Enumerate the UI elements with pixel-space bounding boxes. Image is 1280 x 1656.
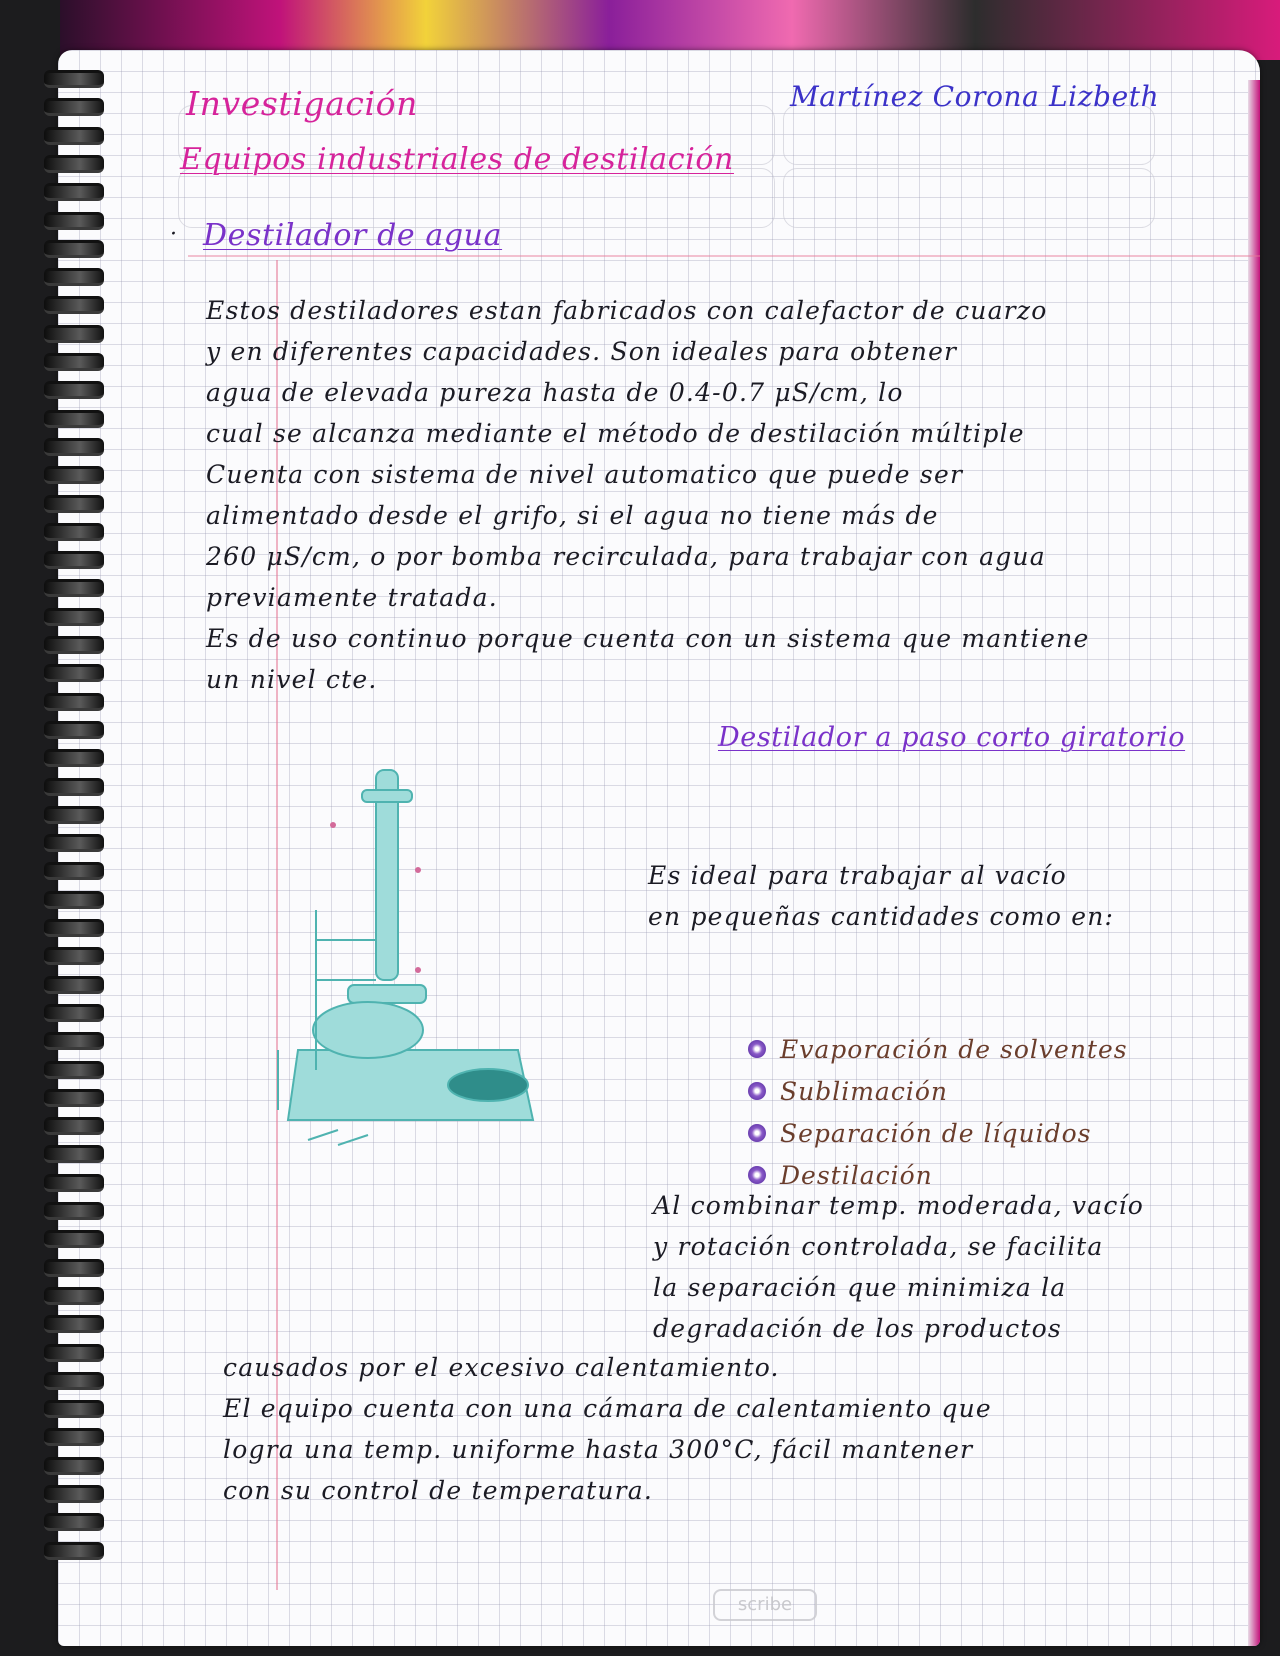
spiral-coil [44, 325, 104, 343]
spiral-coil [44, 551, 104, 569]
spiral-coil [44, 1513, 104, 1531]
spiral-coil [44, 778, 104, 796]
page-edge [1248, 80, 1260, 1646]
spiral-coil [44, 806, 104, 824]
spiral-coil [44, 466, 104, 484]
condenser-cap [362, 790, 412, 802]
section2-title: Destilador a paso corto giratorio [718, 722, 1186, 753]
section1-body: Estos destiladores estan fabricados con calefactor de cuarzo y en diferentes capacidades. Son ideales para obtener agua de elevada pureza hasta de 0.4-0.7 μS/cm, lo cual se alcanza mediante el método de destilación múltiple Cuenta con sistema de nivel automatico que puede ser alimentado desde el grifo, si el agua no tiene más de 260 μS/cm, o por bomba recirculada, para trabajar con agua previamente tratada. Es de uso continuo porque cuenta con un sistema que mantiene un nivel cte. [206, 296, 1090, 694]
list-item-label: Evaporación de solventes [780, 1034, 1128, 1064]
flower-bullet-icon [748, 1040, 766, 1058]
topic-heading: Equipos industriales de destilación [180, 142, 734, 177]
spiral-coil [44, 1061, 104, 1079]
header-rule [188, 255, 1260, 257]
spiral-coil [44, 693, 104, 711]
tube-connector-2 [415, 867, 421, 873]
spiral-coil [44, 1344, 104, 1362]
rotary-evaporator-illustration [258, 750, 588, 1190]
spiral-coil [44, 664, 104, 682]
notebook-page [58, 50, 1260, 1646]
spiral-coil [44, 353, 104, 371]
spiral-coil [44, 947, 104, 965]
spiral-coil [44, 1117, 104, 1135]
spiral-coil [44, 1032, 104, 1050]
spiral-coil [44, 976, 104, 994]
name-box [783, 105, 1155, 165]
spiral-coil [44, 834, 104, 852]
section1-title: Destilador de agua [203, 218, 503, 253]
spiral-coil [44, 1428, 104, 1446]
spiral-coil [44, 1004, 104, 1022]
spiral-coil [44, 891, 104, 909]
section2-paragraph-side: Al combinar temp. moderada, vacío y rotación controlada, se facilita la separación que minimiza la degradación de los productos [653, 1191, 1144, 1343]
tube-connector-1 [330, 822, 336, 828]
spiral-coil [44, 1372, 104, 1390]
spiral-coil [44, 1485, 104, 1503]
spiral-coil [44, 268, 104, 286]
spiral-coil [44, 1202, 104, 1220]
student-name: Martínez Corona Lizbeth [790, 80, 1160, 113]
spiral-coil [44, 381, 104, 399]
subject-heading: Investigación [186, 84, 418, 123]
spiral-coil [44, 183, 104, 201]
flower-bullet-icon [748, 1166, 766, 1184]
flower-bullet-icon [748, 1124, 766, 1142]
spiral-coil [44, 127, 104, 145]
spiral-coil [44, 523, 104, 541]
notebook-brand-logo: scribe [713, 1589, 817, 1621]
spiral-coil [44, 212, 104, 230]
tube-connector-3 [415, 967, 421, 973]
section2-paragraph-full: causados por el excesivo calentamiento. El equipo cuenta con una cámara de calentamiento que logra una temp. uniforme hasta 300°C, fácil mantener con su control de temperatura. [223, 1353, 992, 1505]
spiral-coil [44, 1145, 104, 1163]
spiral-coil [44, 579, 104, 597]
spiral-coil [44, 155, 104, 173]
spiral-coil [44, 749, 104, 767]
section2-intro: Es ideal para trabajar al vacío en pequeñas cantidades como en: [648, 861, 1115, 931]
list-item [748, 1112, 1128, 1154]
spiral-coil [44, 410, 104, 428]
spiral-coil [44, 240, 104, 258]
list-item [748, 1028, 1128, 1070]
spiral-coil [44, 1315, 104, 1333]
bullet-list [748, 1028, 1128, 1196]
spiral-coil [44, 1542, 104, 1560]
heating-bath [313, 1002, 423, 1058]
spiral-coil [44, 1400, 104, 1418]
spiral-coil [44, 296, 104, 314]
spiral-coil [44, 608, 104, 626]
spiral-coil [44, 98, 104, 116]
spiral-coil [44, 1230, 104, 1248]
spiral-coil [44, 70, 104, 88]
spiral-coil [44, 919, 104, 937]
spiral-coil [44, 1259, 104, 1277]
spiral-coil [44, 495, 104, 513]
flower-bullet-icon [748, 1082, 766, 1100]
foot-1 [308, 1130, 338, 1140]
spiral-coil [44, 636, 104, 654]
spiral-coil [44, 438, 104, 456]
name-box-2 [783, 168, 1155, 228]
spiral-coil [44, 1089, 104, 1107]
spiral-coil [44, 1457, 104, 1475]
list-item-label: Separación de líquidos [780, 1118, 1092, 1148]
list-item [748, 1070, 1128, 1112]
list-item-label: Sublimación [780, 1076, 948, 1106]
list-item-label: Destilación [780, 1160, 933, 1190]
control-panel [448, 1069, 528, 1101]
bullet-point: · [170, 222, 178, 247]
foot-2 [338, 1135, 368, 1145]
spiral-coil [44, 1287, 104, 1305]
spiral-coil [44, 721, 104, 739]
spiral-binding [0, 70, 130, 1570]
spiral-coil [44, 1174, 104, 1192]
column-clamp [348, 985, 426, 1003]
spiral-coil [44, 862, 104, 880]
